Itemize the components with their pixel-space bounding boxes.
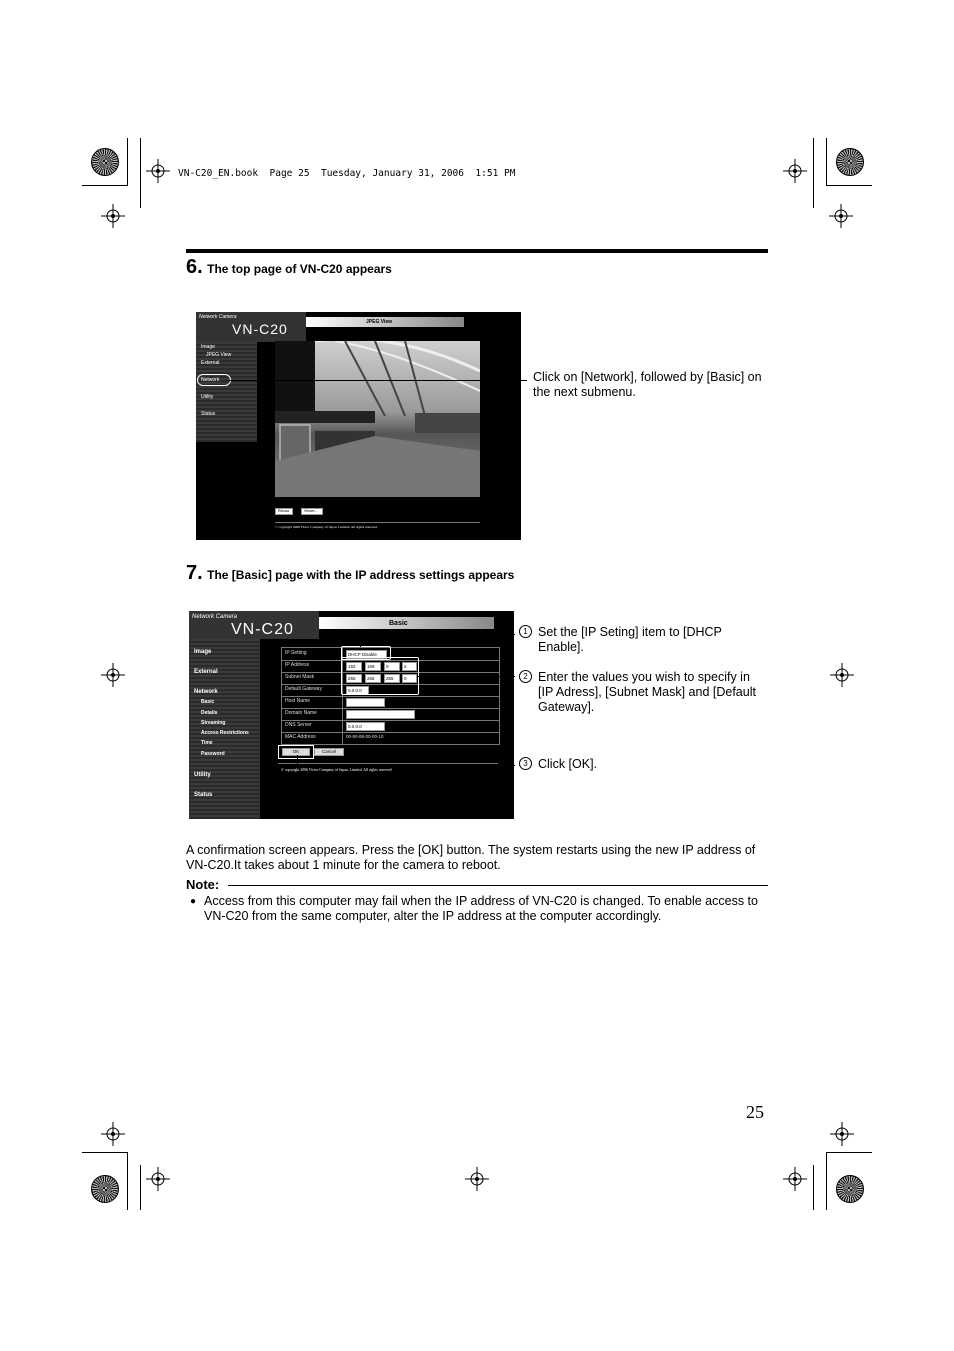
crosshair-icon [829, 204, 853, 228]
subnet-octet-2[interactable]: 255 [365, 674, 381, 683]
footer-rule [278, 763, 498, 764]
note-bullet [190, 894, 768, 924]
callout-network: Click on [Network], followed by [Basic] on the next submenu. [533, 370, 762, 399]
camera-image [275, 341, 480, 497]
menu-image[interactable]: Image [201, 344, 215, 350]
row-host-name: Host Name [282, 696, 499, 709]
callout-number: 3 [519, 757, 532, 770]
row-mac-address: MAC Address 00-80-88-00-00-10 [285, 734, 384, 740]
callout-line-2 [418, 676, 515, 677]
callout-number: 1 [519, 625, 532, 638]
callout-line [229, 380, 527, 381]
screenshot-basic-page [189, 611, 514, 819]
row-ip-address: IP Address 192 168 0 2 [282, 660, 499, 673]
ip-octet-2[interactable]: 168 [365, 662, 381, 671]
crosshair-icon [783, 159, 807, 183]
menu-details[interactable]: Details [201, 710, 218, 716]
step-7-heading [186, 562, 514, 585]
default-gateway-field[interactable]: 0.0.0.0 [346, 686, 369, 695]
crosshair-icon [146, 159, 170, 183]
confirmation-paragraph: A confirmation screen appears. Press the [OK] button. The system restarts using the new IP address of VN-C20.It takes about 1 minute for the camera to reboot. [186, 843, 756, 872]
menu-status[interactable]: Status [201, 411, 216, 417]
crosshair-icon [101, 663, 125, 687]
brand: VN-C20 [232, 321, 288, 337]
callout-text: Set the [IP Seting] item to [DHCP Enable]. [538, 625, 722, 654]
step-text: The top page of VN-C20 appears [207, 262, 392, 276]
registration-starburst-top-left [91, 148, 119, 176]
brand: VN-C20 [231, 621, 294, 638]
ip-octet-3[interactable]: 0 [384, 662, 400, 671]
row-dns-server: DNS Server 0.0.0.0 [282, 720, 499, 733]
menu-streaming[interactable]: Streaming [201, 720, 226, 726]
registration-starburst-bottom-right [836, 1175, 864, 1203]
ip-octet-4[interactable]: 2 [402, 662, 417, 671]
copyright: © copyright 2006 Victor Company of Japan, Limited. All rights reserved [275, 525, 377, 529]
row-subnet-mask: Subnet Mask 255 255 255 0 [282, 672, 499, 685]
crosshair-icon [465, 1167, 489, 1191]
registration-starburst-top-right [836, 148, 864, 176]
menu-basic[interactable]: Basic [201, 699, 215, 705]
menu-external[interactable]: External [194, 669, 218, 675]
callout-text: Click [OK]. [538, 757, 598, 771]
menu-image[interactable]: Image [194, 649, 212, 655]
subnet-octet-4[interactable]: 0 [402, 674, 417, 683]
row-default-gateway: Default Gateway 0.0.0.0 [282, 684, 499, 697]
crosshair-icon [101, 1122, 125, 1146]
copyright: © copyright 2006 Victor Company of Japan, Limited. All rights reserved [281, 768, 392, 772]
ok-button[interactable]: OK [282, 748, 310, 756]
row-ip-setting: IP Setting DHCP Disable [282, 648, 499, 661]
page-number: 25 [746, 1102, 764, 1122]
row-domain-name: Domain Name [282, 708, 499, 721]
note-rule [228, 885, 768, 886]
brand-small: Network Camera [199, 314, 237, 320]
ip-setting-select[interactable]: DHCP Disable [346, 650, 387, 659]
top-rule [186, 249, 768, 253]
sidebar [189, 611, 260, 819]
registration-starburst-bottom-left [91, 1175, 119, 1203]
crosshair-icon [783, 1167, 807, 1191]
callout-line-1-drop [360, 634, 361, 647]
logo-area [189, 611, 319, 639]
bullet-icon: ● [190, 896, 197, 907]
mac-address-value: 00-80-88-00-00-10 [346, 734, 384, 739]
dns-server-field[interactable]: 0.0.0.0 [346, 722, 385, 731]
step-text: The [Basic] page with the IP address settings appears [207, 568, 515, 582]
menu-access-restrictions[interactable]: Access Restrictions [201, 730, 249, 736]
callout-line-1 [360, 634, 515, 635]
menu-password[interactable]: Password [201, 751, 225, 757]
step-number: 6. [186, 256, 203, 278]
host-name-field[interactable] [346, 698, 385, 707]
reload-button[interactable]: Reload [275, 508, 293, 515]
station-photo [275, 341, 480, 497]
menu-network[interactable]: Network [194, 689, 218, 695]
crosshair-icon [830, 663, 854, 687]
note-text: Access from this computer may fail when the IP address of VN-C20 is changed. To enable access to VN-C20 from the same computer, alter the IP address at the computer accordingly. [204, 894, 758, 923]
menu-network[interactable]: Network [201, 377, 220, 383]
menu-time[interactable]: Time [201, 740, 213, 746]
subnet-octet-1[interactable]: 255 [346, 674, 362, 683]
callout-line-3 [297, 765, 515, 766]
callout-line-3-rise [297, 755, 298, 765]
menu-status[interactable]: Status [194, 792, 213, 798]
callout-3 [519, 757, 754, 772]
callout-number: 2 [519, 670, 532, 683]
address-fields-highlight [341, 657, 419, 695]
step-number: 7. [186, 562, 203, 584]
crosshair-icon [101, 204, 125, 228]
print-header: VN-C20_EN.book Page 25 Tuesday, January 31, 2006 1:51 PM [178, 168, 516, 179]
logo-area [196, 312, 306, 342]
screenshot-top-page [196, 312, 521, 540]
menu-utility[interactable]: Utility [194, 772, 211, 778]
cancel-button[interactable]: Cancel [314, 748, 344, 756]
header-title: Basic [389, 620, 408, 627]
callout-text: Enter the values you wish to specify in [IP Adress], [Subnet Mask] and [Default Gateway]. [538, 670, 756, 714]
footer-rule [275, 522, 480, 523]
menu-external[interactable]: External [201, 360, 220, 366]
viewer-button[interactable]: Viewer... [301, 508, 323, 515]
note-title: Note: [186, 877, 223, 892]
subnet-octet-3[interactable]: 255 [384, 674, 400, 683]
menu-jpeg-view[interactable]: JPEG View [206, 352, 232, 358]
ip-octet-1[interactable]: 192 [346, 662, 362, 671]
crosshair-icon [830, 1122, 854, 1146]
note-heading [186, 876, 768, 892]
callout-1 [519, 625, 754, 655]
domain-name-field[interactable] [346, 710, 415, 719]
crosshair-icon [146, 1167, 170, 1191]
header-title: JPEG View [366, 319, 393, 325]
menu-utility[interactable]: Utility [201, 394, 214, 400]
brand-small: Network Camera [192, 614, 238, 620]
callout-2 [519, 670, 764, 715]
step-6-heading [186, 256, 392, 279]
